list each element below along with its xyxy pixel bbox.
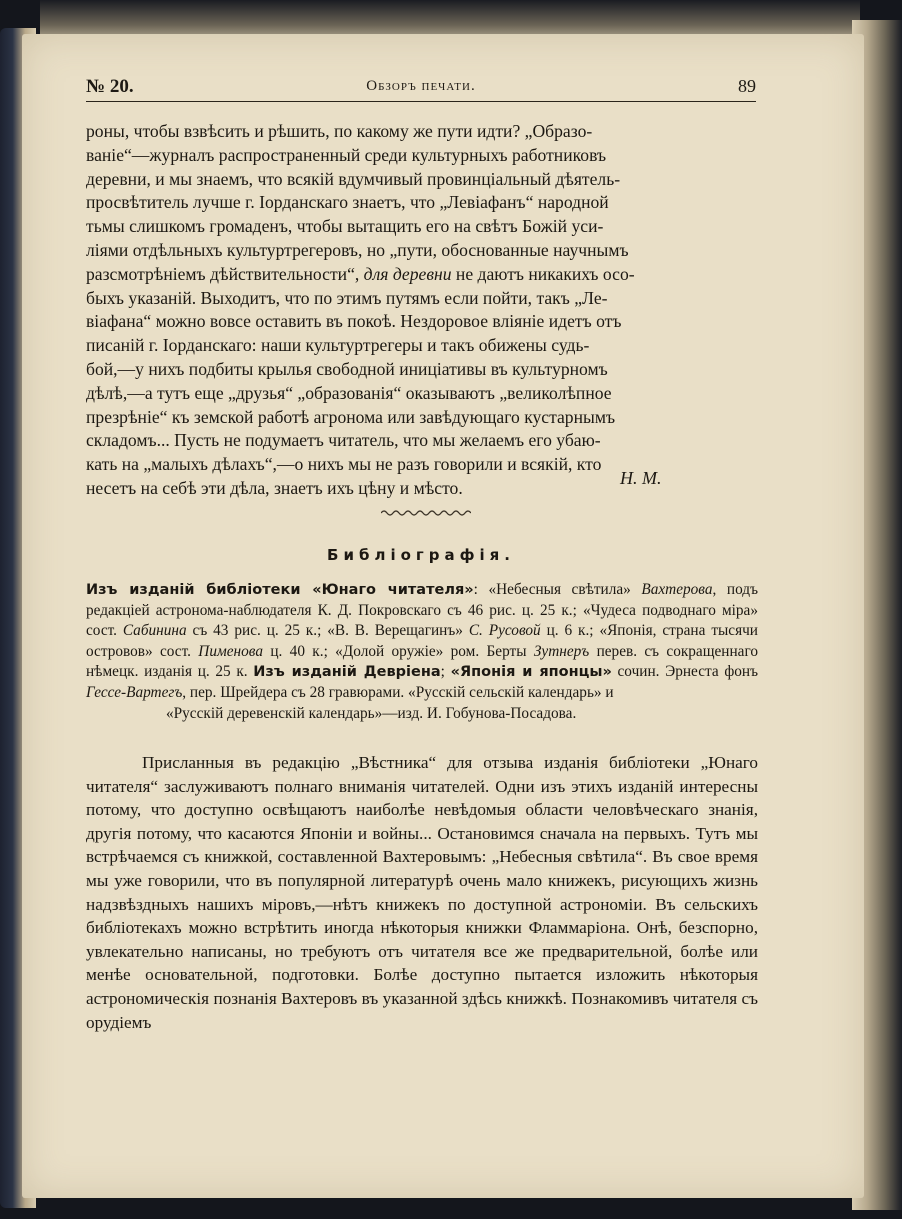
text-line: ваніе“—журналъ распространенный среди культурныхъ работниковъ	[86, 144, 607, 165]
author-name: Зутнеръ	[533, 642, 590, 660]
text-line: тьмы слишкомъ громаденъ, чтобы вытащить его на свѣтъ Божій уси-	[86, 216, 604, 237]
review-body	[86, 751, 758, 1034]
text-line: несетъ на себѣ эти дѣла, знаетъ ихъ цѣну и мѣсто.	[86, 477, 463, 498]
text-span: ц. 6 к.; «Японія, страна тысячи островов» сост.	[86, 622, 758, 660]
author-name: Гессе-Вартегъ	[86, 683, 183, 701]
text-span: съ 43 рис. ц. 25 к.; «В. В. Верещагинъ»	[186, 622, 469, 640]
bibliography-entry	[86, 580, 758, 724]
text-span: ;	[440, 663, 451, 681]
publisher-heading: Изъ изданій Девріена	[253, 664, 441, 681]
author-name: Вахтерова	[641, 581, 713, 598]
text-span: , подъ редакціей астронома-наблюдателя К. Д. Покровскаго съ 46 рис. ц. 25 к.; «Чудеса подводнаго міра» сост.	[86, 581, 758, 640]
book-title-bold: «Японія и японцы»	[450, 664, 612, 681]
text-span: разсмотрѣніемъ дѣйствительности“,	[86, 263, 364, 284]
review-paragraph: Присланныя въ редакцію „Вѣстника“ для отзыва изданія библіотеки „Юнаго читателя“ заслуживаютъ полнаго вниманія читателей. Одни изъ этихъ изданій интересны потому, что доступно освѣщаютъ наиболѣе невѣдомыя области человѣческаго знанія, другія потому, что касаются Японіи и войны... Остановимся сначала на первыхъ. Тутъ мы встрѣчаемся съ книжкой, составленной Вахтеровымъ: „Небесныя свѣтила“. Въ свое время мы уже говорили, что въ популярной литературѣ очень мало книжекъ, рисующихъ жизнь надзвѣздныхъ нашихъ міровъ,—нѣтъ книжекъ по доступной астрономіи. Въ сельскихъ библіотекахъ можно встрѣтить иногда нѣкоторыя книжки Фламмаріона. Онѣ, безспорно, увлекательно написаны, но требуютъ отъ читателя все же предварительной, болѣе или менѣе основательной, подготовки. Болѣе доступно пытается изложить нѣкоторыя астрономическія познанія Вахтеровъ въ указанной здѣсь книжкѣ. Познакомивъ читателя съ орудіемъ	[86, 753, 758, 1032]
page-number: 89	[738, 76, 756, 96]
publisher-heading: Изъ изданій библіотеки «Юнаго читателя»	[86, 582, 474, 598]
text-line: кать на „малыхъ дѣлахъ“,—о нихъ мы не разъ говорили и всякій, кто	[86, 454, 602, 475]
text-line: складомъ... Пусть не подумаетъ читатель, что мы желаемъ его убаю-	[86, 430, 601, 451]
text-line	[86, 263, 758, 287]
author-name: Сабинина	[122, 622, 187, 640]
text-line: просвѣтитель лучше г. Іорданскаго знаетъ, что „Левіафанъ“ народной	[86, 192, 609, 213]
header-rule	[86, 101, 756, 102]
text-line: дѣлѣ,—а тутъ еще „друзья“ „образованія“ оказываютъ „великолѣпное	[86, 382, 612, 403]
text-span: не даютъ никакихъ осо-	[451, 263, 635, 284]
biblio-last-line: «Русскій деревенскій календарь»—изд. И. Гобунова-Посадова.	[166, 704, 577, 722]
continued-article	[86, 120, 758, 501]
author-name: С. Русовой	[468, 622, 541, 640]
text-line: презрѣніе“ къ земской работѣ агронома или завѣдующаго кустарнымъ	[86, 406, 616, 427]
text-line: деревни, и мы знаемъ, что всякій вдумчивый провинціальный дѣятель-	[86, 168, 621, 189]
issue-number: № 20.	[86, 76, 134, 97]
text-span: , пер. Шрейдера съ 28 гравюрами. «Русскій сельскій календарь» и	[182, 683, 614, 701]
text-line: писаній г. Іорданскаго: наши культуртрегеры и такъ обижены судь-	[86, 335, 590, 356]
author-signature: Н. М.	[620, 468, 662, 488]
text-line: быхъ указаній. Выходитъ, что по этимъ путямъ если пойти, такъ „Ле-	[86, 287, 608, 308]
text-span: : «Небесныя свѣтила»	[473, 581, 642, 598]
emphasis: для деревни	[363, 263, 452, 284]
text-line: віафана“ можно вовсе оставить въ покоѣ. Нездоровое вліяніе идетъ отъ	[86, 311, 622, 332]
author-name: Пименова	[198, 642, 263, 660]
text-line: роны, чтобы взвѣсить и рѣшить, по какому же пути идти? „Образо-	[86, 121, 593, 141]
text-line: ліями отдѣльныхъ культуртрегеровъ, но „пути, обоснованные научнымъ	[86, 239, 629, 260]
text-span: ц. 40 к.; «Долой оружіе» ром. Берты	[262, 642, 534, 660]
ornament-divider	[381, 508, 471, 518]
text-span: перев. съ сокращеннаго нѣмецк. изданія ц. 25 к.	[86, 642, 758, 681]
text-span: сочин. Эрнеста фонъ	[611, 663, 758, 681]
section-heading: Библіографія.	[327, 546, 515, 564]
biblio-paragraph	[86, 580, 758, 704]
text-line: бой,—у нихъ подбиты крылья свободной иниціативы въ культурномъ	[86, 358, 608, 379]
running-title: Обзоръ печати.	[366, 78, 476, 94]
